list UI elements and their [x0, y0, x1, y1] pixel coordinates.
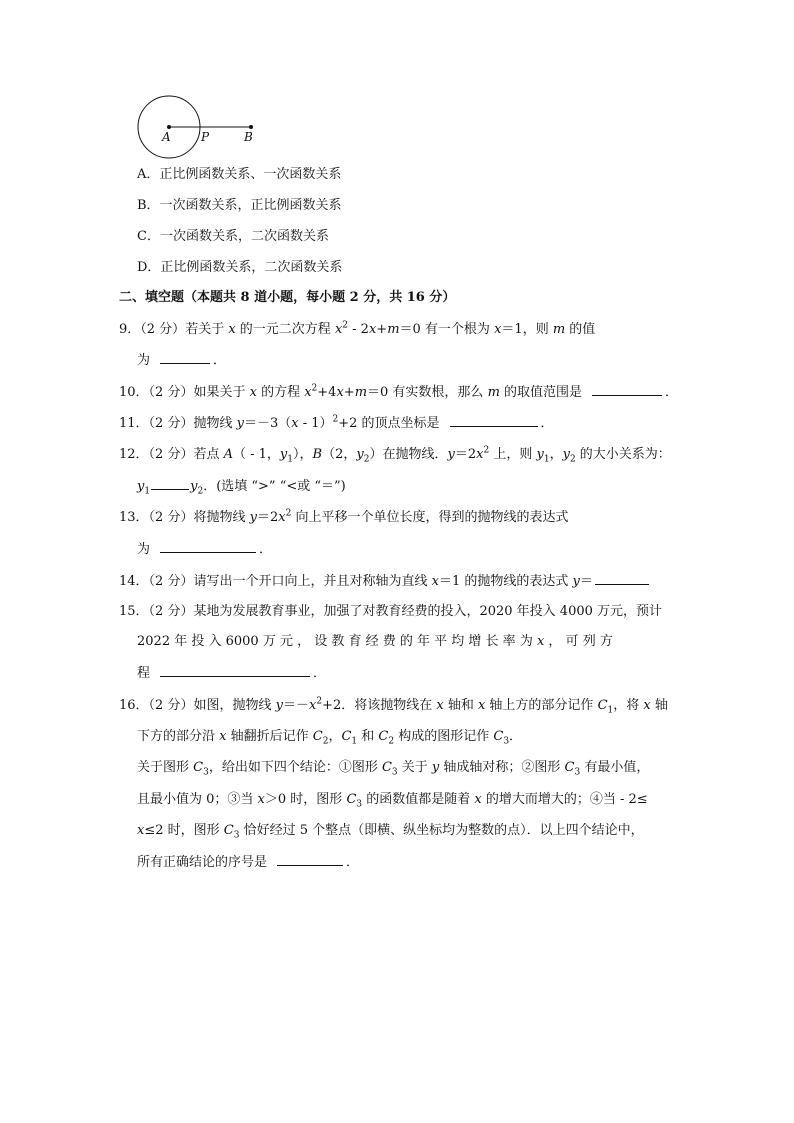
var-x: x	[308, 698, 317, 713]
question-15-line-2	[137, 633, 613, 651]
q9-text: 的一元二次方程	[235, 322, 335, 337]
q16-text: ≤2 时，图形	[144, 823, 224, 838]
option-b: B．一次函数关系，正比例函数关系	[137, 198, 342, 213]
question-16-line-5	[137, 822, 644, 840]
var-c: C	[223, 823, 234, 838]
q13-end: ．	[259, 542, 273, 557]
var-m: m	[354, 385, 368, 400]
question-16-line-3	[137, 759, 649, 777]
question-16-line-4	[137, 791, 648, 809]
option-a: A．正比例函数关系、一次函数关系	[137, 167, 342, 182]
question-12-line-1	[119, 446, 671, 464]
q9-num: 9．（2 分）	[119, 322, 186, 337]
var-c: C	[378, 729, 389, 744]
question-9-line-1	[119, 321, 595, 339]
var-x: x	[228, 322, 236, 337]
q10-num: 10．（2 分）	[119, 385, 194, 400]
var-c: C	[341, 729, 352, 744]
var-m: m	[552, 322, 566, 337]
var-c: C	[493, 729, 504, 744]
question-15-line-3	[137, 664, 326, 683]
q16-text: ＞0 时，图形	[264, 792, 347, 807]
point-a	[167, 125, 171, 129]
var-x: x	[249, 385, 257, 400]
q12-text: ，	[549, 447, 563, 462]
var-y: y	[536, 447, 544, 462]
var-m: m	[387, 322, 400, 337]
subscript: 2	[322, 736, 329, 747]
subscript: 3	[233, 830, 240, 841]
q16-text: 构成的图形记作	[394, 729, 494, 744]
subscript: 1	[144, 486, 151, 497]
var-y: y	[447, 447, 455, 462]
q13-text: ＝2	[256, 510, 279, 525]
q9-text: - 2	[348, 322, 369, 337]
question-16-line-6	[137, 853, 359, 872]
var-y: y	[279, 447, 288, 462]
var-y: y	[562, 447, 570, 462]
answer-blank[interactable]	[277, 853, 343, 866]
q14-text: ＝	[579, 574, 593, 589]
q16-text: 关于	[397, 760, 432, 775]
subscript: 3	[574, 767, 581, 778]
var-x: x	[494, 322, 502, 337]
q15-text: 2022 年 投 入 6000 万 元 ， 设 教 育 经 费 的 年 平 均 增 长 率 为	[137, 634, 537, 649]
question-12-line-2	[137, 477, 346, 496]
point-b-label: B	[312, 447, 323, 462]
q12-text: 的大小关系为：	[575, 447, 671, 462]
q10-text: ＝0 有实数根，那么	[367, 385, 488, 400]
var-c: C	[193, 760, 204, 775]
q12-text: ．(选填 “>” “<或 “＝”)	[203, 479, 346, 494]
q16-text: ．	[509, 729, 523, 744]
answer-blank[interactable]	[160, 540, 256, 553]
question-10	[119, 383, 678, 402]
q9-text: ＝1，则	[501, 322, 553, 337]
q13-num: 13．（2 分）	[119, 510, 194, 525]
var-c: C	[381, 760, 392, 775]
q10-text: +	[343, 385, 355, 400]
q16-end: ．	[346, 855, 360, 870]
superscript: 2	[332, 414, 339, 425]
subscript: 2	[388, 736, 395, 747]
subscript: 2	[363, 454, 370, 465]
var-x: x	[304, 385, 312, 400]
var-x: x	[291, 416, 299, 431]
answer-blank[interactable]	[160, 664, 310, 677]
subscript: 1	[543, 454, 550, 465]
q16-text: 轴	[650, 698, 668, 713]
q13-text: 为	[137, 542, 151, 557]
var-x: x	[436, 698, 444, 713]
var-x: x	[334, 322, 343, 337]
q16-text: 和	[357, 729, 379, 744]
var-x: x	[643, 698, 651, 713]
superscript: 2	[311, 383, 318, 394]
q12-num: 12．（2 分）	[119, 447, 194, 462]
subscript: 3	[503, 736, 510, 747]
q15-text: ， 可 列 方	[544, 634, 613, 649]
subscript: 1	[287, 454, 294, 465]
q13-text: 将抛物线	[193, 510, 250, 525]
subscript: 1	[351, 736, 358, 747]
superscript: 2	[316, 696, 323, 707]
q16-text: 轴翻折后记作	[226, 729, 313, 744]
q15-end: ．	[313, 666, 327, 681]
subscript: 3	[391, 767, 398, 778]
q16-text: 有最小值，	[580, 760, 650, 775]
q9-text: 的值	[565, 322, 596, 337]
var-x: x	[536, 634, 545, 649]
label-a: A	[162, 130, 171, 144]
q15-text: 某地为发展教育事业，加强了对教育经费的投入，2020 年投入 4000 万元，预计	[193, 604, 663, 619]
subscript: 1	[607, 705, 614, 716]
question-14	[119, 572, 652, 591]
var-y: y	[190, 479, 198, 494]
question-15-line-1	[119, 603, 662, 621]
circle-segment-figure	[0, 0, 794, 160]
q12-text: ），	[293, 447, 313, 462]
q16-text: +2．将该抛物线在	[322, 698, 437, 713]
var-y: y	[249, 510, 257, 525]
q14-text: 请写出一个开口向上，并且对称轴为直线	[193, 574, 432, 589]
q11-end: ．	[540, 416, 554, 431]
var-y: y	[275, 698, 283, 713]
subscript: 3	[356, 799, 363, 810]
answer-blank[interactable]	[592, 383, 662, 396]
q16-text: ＝－	[282, 698, 309, 713]
subscript: 2	[569, 454, 576, 465]
var-x: x	[476, 447, 484, 462]
q12-text: 若点	[193, 447, 224, 462]
var-m: m	[487, 385, 500, 400]
q15-num: 15．（2 分）	[119, 604, 194, 619]
q10-text: 的取值范围是	[499, 385, 583, 400]
q12-text: 上，则	[489, 447, 537, 462]
q10-text: +4	[317, 385, 337, 400]
q16-text: ，将	[613, 698, 644, 713]
q16-text: 恰好经过 5 个整点（即横、纵坐标均为整数的点）．以上四个结论中，	[239, 823, 644, 838]
q9-text: +	[376, 322, 388, 337]
q13-text: 向上平移一个单位长度，得到的抛物线的表达式	[291, 510, 569, 525]
answer-blank[interactable]	[160, 351, 210, 364]
var-x: x	[278, 510, 286, 525]
q16-text: ，	[328, 729, 342, 744]
q16-text: 关于图形	[137, 760, 194, 775]
option-d: D．正比例函数关系，二次函数关系	[137, 260, 343, 275]
point-a-label: A	[223, 447, 233, 462]
q16-num: 16．（2 分）	[119, 698, 194, 713]
option-c: C．一次函数关系，二次函数关系	[137, 229, 329, 244]
var-x: x	[336, 385, 344, 400]
superscript: 2	[483, 445, 490, 456]
q12-text: ＝2	[454, 447, 477, 462]
var-y: y	[236, 416, 244, 431]
var-c: C	[597, 698, 608, 713]
var-x: x	[477, 698, 486, 713]
q14-text: ＝1 的抛物线的表达式	[438, 574, 573, 589]
q16-text: ，给出如下四个结论：①图形	[208, 760, 382, 775]
var-x: x	[257, 792, 265, 807]
var-y: y	[572, 574, 580, 589]
q12-text: （2，	[322, 447, 357, 462]
q16-text: 下方的部分沿	[137, 729, 220, 744]
q15-text: 程	[137, 666, 151, 681]
q16-text: 轴上方的部分记作	[485, 698, 598, 713]
answer-blank[interactable]	[151, 477, 189, 490]
var-x: x	[431, 574, 439, 589]
q16-text: 的增大而增大的；④当 - 2≤	[481, 792, 648, 807]
var-y: y	[137, 479, 145, 494]
subscript: 3	[203, 767, 209, 778]
var-c: C	[312, 729, 323, 744]
q11-text: 抛物线	[193, 416, 237, 431]
answer-blank[interactable]	[595, 572, 649, 585]
q9-end: ．	[213, 353, 227, 368]
var-c: C	[564, 760, 575, 775]
question-13-line-2	[137, 540, 272, 559]
q10-text: 如果关于	[193, 385, 250, 400]
q12-text: ）在抛物线．	[369, 447, 448, 462]
section-title: 二、填空题（本题共 8 道小题，每小题 2 分，共 16 分）	[119, 290, 456, 305]
q9-text: 为	[137, 353, 151, 368]
label-p: P	[201, 130, 210, 144]
q16-text: 如图，抛物线	[193, 698, 276, 713]
q16-text: 轴和	[443, 698, 478, 713]
var-c: C	[346, 792, 357, 807]
q10-end: ．	[665, 385, 679, 400]
point-b	[249, 125, 253, 129]
question-11	[119, 414, 554, 433]
q11-text: ＝－3（	[243, 416, 292, 431]
superscript: 2	[285, 508, 292, 519]
q12-text: （ - 1，	[232, 447, 280, 462]
q16-text: 所有正确结论的序号是	[137, 855, 268, 870]
q10-text: 的方程	[256, 385, 305, 400]
var-y: y	[431, 760, 440, 775]
var-y: y	[356, 447, 364, 462]
q11-num: 11．（2 分）	[119, 416, 194, 431]
var-x: x	[137, 823, 145, 838]
q16-text: 且最小值为 0；③当	[137, 792, 258, 807]
question-16-line-1	[119, 697, 668, 715]
var-x: x	[368, 322, 377, 337]
question-16-line-2	[137, 728, 522, 746]
q9-text: ＝0 有一个根为	[399, 322, 495, 337]
question-13-line-1	[119, 509, 568, 527]
subscript: 2	[197, 486, 204, 497]
q11-text: - 1）	[298, 416, 333, 431]
label-b: B	[244, 130, 253, 144]
question-9-line-2	[137, 351, 226, 370]
q16-text: 轴成轴对称；②图形	[439, 760, 565, 775]
q9-text: 若关于	[185, 322, 229, 337]
var-x: x	[474, 792, 482, 807]
q14-num: 14．（2 分）	[119, 574, 194, 589]
q11-text: +2 的顶点坐标是	[338, 416, 440, 431]
superscript: 2	[342, 320, 349, 331]
q16-text: 的函数值都是随着	[362, 792, 475, 807]
answer-blank[interactable]	[450, 414, 538, 427]
var-x: x	[219, 729, 227, 744]
